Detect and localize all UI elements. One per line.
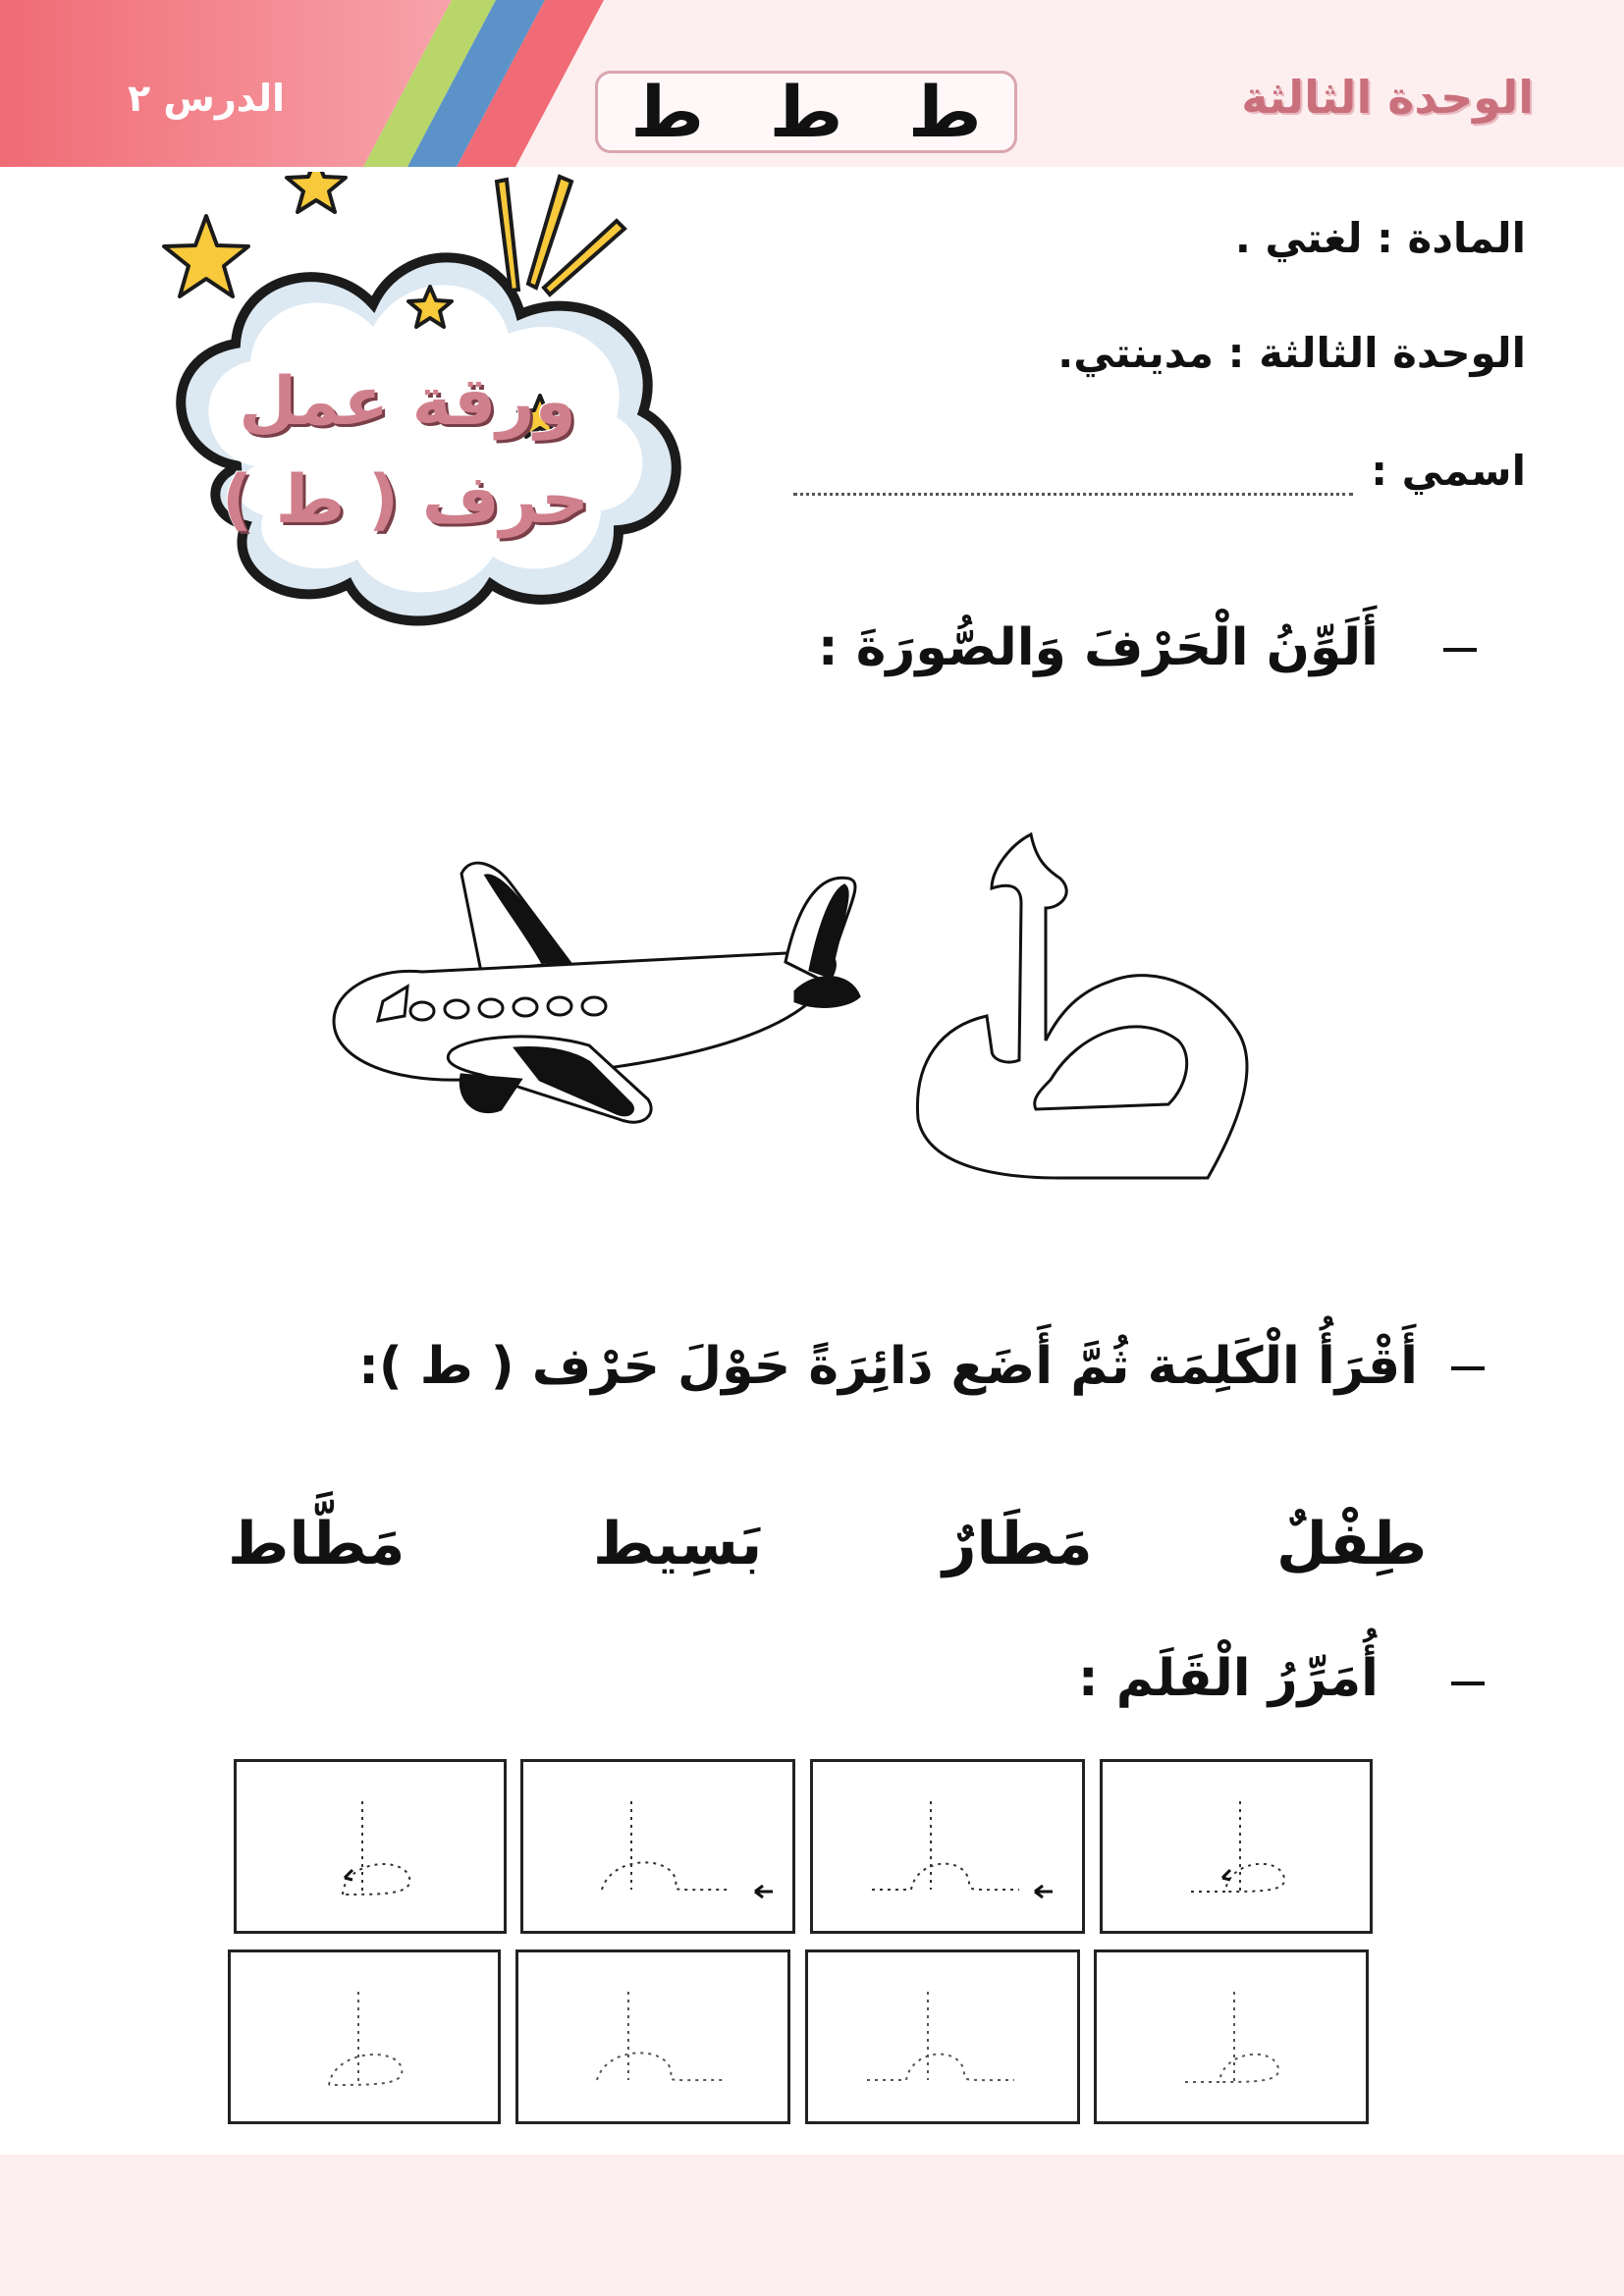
name-input-line[interactable] bbox=[793, 493, 1353, 496]
instruction-trace: أُمَرِّرُ الْقَلَم : bbox=[1077, 1649, 1379, 1708]
word-item[interactable]: طِفْلٌ bbox=[1276, 1510, 1428, 1578]
name-label: اسمي : bbox=[1371, 447, 1526, 495]
airplane-icon bbox=[334, 863, 859, 1122]
trace-box-isolated[interactable] bbox=[228, 1949, 501, 2124]
letter-forms-box bbox=[595, 71, 1017, 153]
page-header bbox=[0, 0, 1624, 167]
dotted-letter-icon bbox=[1097, 1952, 1366, 2121]
instruction-circle: أَقْرَأُ الْكَلِمَة ثُمَّ أَضَع دَائِرَةً حَوْلَ حَرْف ( ط ): bbox=[358, 1337, 1418, 1396]
bullet-dash bbox=[1443, 648, 1477, 652]
bullet-dash bbox=[1451, 1682, 1485, 1685]
dotted-letter-icon bbox=[523, 1762, 792, 1931]
trace-box-initial[interactable] bbox=[1100, 1759, 1373, 1934]
footer-band bbox=[0, 2155, 1624, 2296]
dotted-letter-icon bbox=[1103, 1762, 1370, 1931]
dotted-letter-icon bbox=[808, 1952, 1077, 2121]
badge-title-line2: حرف ( ط ) bbox=[221, 461, 589, 539]
trace-box-final[interactable] bbox=[520, 1759, 795, 1934]
instruction-color: أَلَوِّنُ الْحَرْفَ وَالصُّورَةَ : bbox=[817, 618, 1379, 677]
letter-form: ط bbox=[769, 71, 843, 153]
unit-line: الوحدة الثالثة : مدينتي. bbox=[1057, 329, 1526, 377]
trace-box-final[interactable] bbox=[515, 1949, 790, 2124]
lesson-number: الدرس ٢ bbox=[128, 77, 285, 120]
trace-box-medial[interactable] bbox=[805, 1949, 1080, 2124]
word-item[interactable]: بَسِيط bbox=[593, 1510, 763, 1578]
outlined-letter-taa-icon bbox=[917, 834, 1247, 1178]
dotted-letter-icon bbox=[231, 1952, 498, 2121]
word-item[interactable]: مَطَّاط bbox=[228, 1510, 406, 1578]
subject-line: المادة : لغتي . bbox=[1234, 214, 1526, 262]
unit-title: الوحدة الثالثة bbox=[1241, 71, 1534, 124]
header-ribbon-decoration bbox=[0, 0, 628, 167]
trace-box-isolated[interactable] bbox=[234, 1759, 507, 1934]
word-item[interactable]: مَطَارٌ bbox=[943, 1510, 1093, 1578]
star-icon bbox=[287, 172, 346, 212]
badge-title-line1: ورقة عمل bbox=[239, 363, 576, 441]
star-icon bbox=[164, 216, 248, 296]
trace-box-medial[interactable] bbox=[810, 1759, 1085, 1934]
bullet-dash bbox=[1451, 1366, 1485, 1370]
dotted-letter-icon bbox=[237, 1762, 504, 1931]
coloring-figure bbox=[314, 815, 1345, 1198]
dotted-letter-icon bbox=[813, 1762, 1082, 1931]
letter-form: ط bbox=[907, 71, 982, 153]
letter-form: ط bbox=[630, 71, 705, 153]
dotted-letter-icon bbox=[518, 1952, 787, 2121]
trace-box-initial[interactable] bbox=[1094, 1949, 1369, 2124]
